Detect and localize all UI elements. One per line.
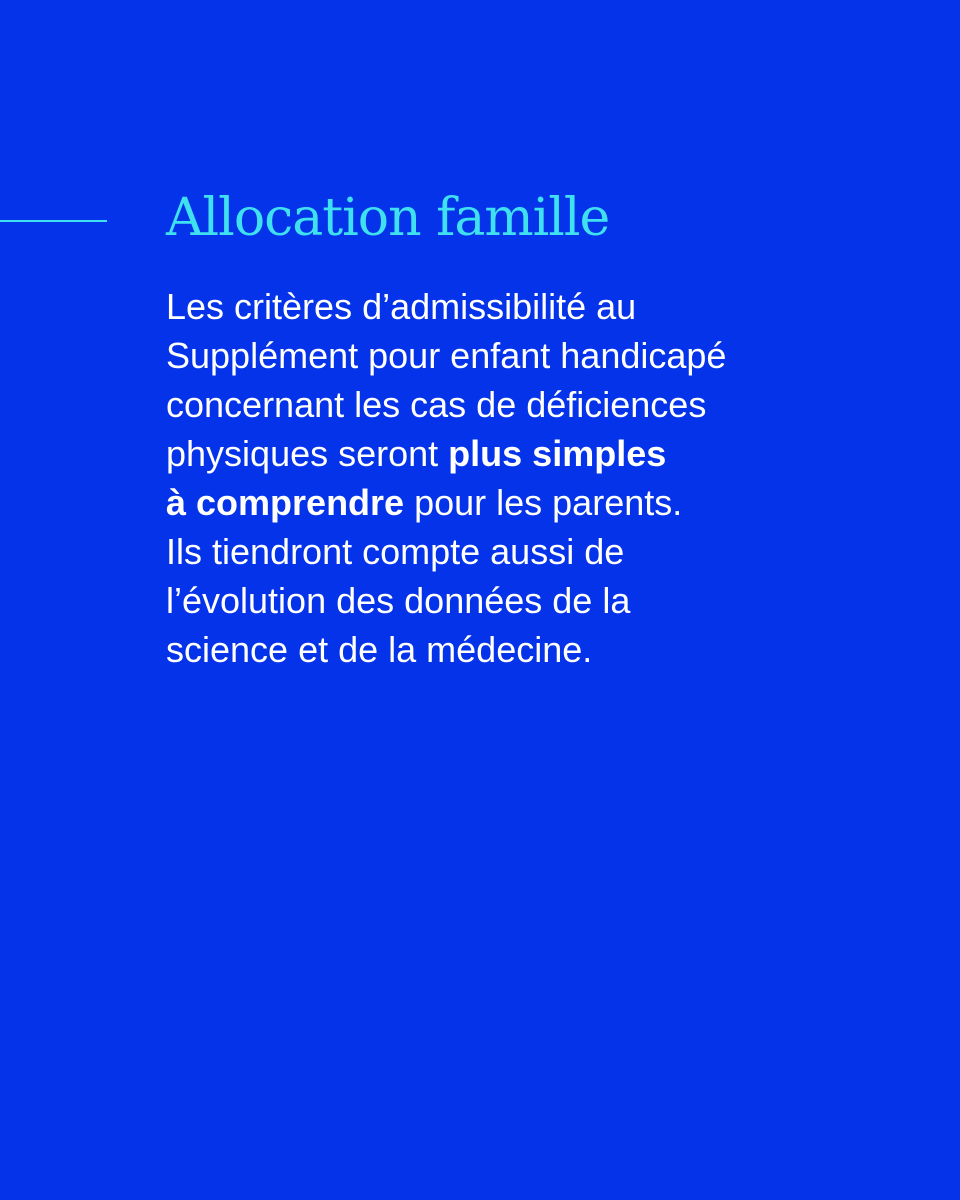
- body-line-5-text: pour les parents.: [404, 482, 683, 523]
- emphasis-a-comprendre: à comprendre: [166, 482, 405, 523]
- accent-line: [0, 220, 107, 222]
- body-line-5: [166, 478, 886, 527]
- body-line-6: Ils tiendront compte aussi de: [166, 531, 625, 572]
- body-line-3: concernant les cas de déficiences: [166, 384, 707, 425]
- body-line-4-text: physiques seront: [166, 433, 449, 474]
- body-line-7: l’évolution des données de la: [166, 580, 631, 621]
- body-line-1: Les critères d’admissibilité au: [166, 286, 637, 327]
- body-line-4: [166, 429, 886, 478]
- page-title: Allocation famille: [166, 188, 610, 248]
- emphasis-plus-simples: plus simples: [448, 433, 667, 474]
- body-line-8: science et de la médecine.: [166, 629, 593, 670]
- body-paragraph: [166, 282, 886, 674]
- body-line-2: Supplément pour enfant handicapé: [166, 335, 727, 376]
